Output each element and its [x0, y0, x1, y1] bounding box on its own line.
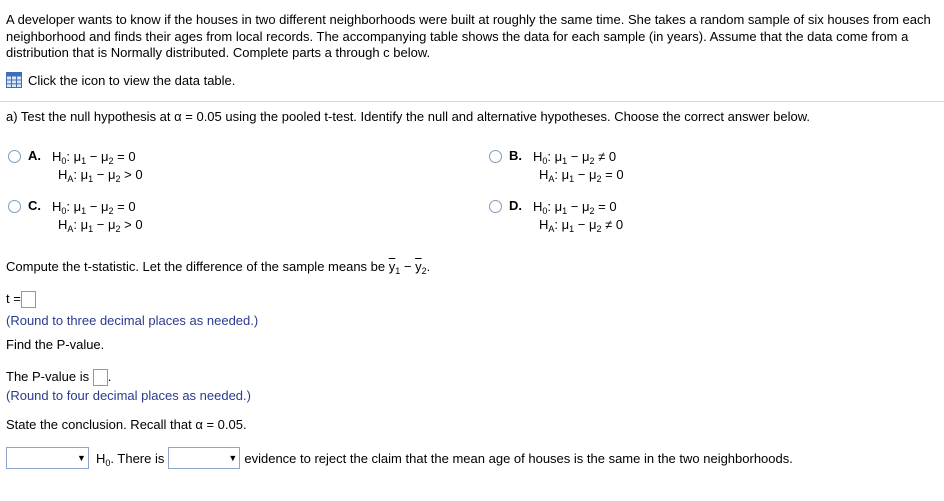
option-d[interactable]: [489, 198, 623, 234]
option-letter: A.: [28, 148, 41, 163]
option-letter: B.: [509, 148, 522, 163]
reject-decision-dropdown[interactable]: [6, 447, 89, 469]
chevron-down-icon[interactable]: ▼: [228, 453, 238, 463]
problem-intro: [6, 12, 936, 62]
conclusion-tail: evidence to reject the claim that the mean age of houses is the same in the two neighborhoods.: [244, 450, 793, 466]
evidence-dropdown[interactable]: [168, 447, 240, 469]
pvalue-round-note: (Round to four decimal places as needed.): [6, 388, 251, 403]
option-c[interactable]: [8, 198, 143, 234]
data-table-link[interactable]: [6, 72, 235, 88]
data-table-icon[interactable]: [6, 72, 22, 88]
tstat-prompt: Compute the t-statistic. Let the difference of the sample means be $\overline{y}_1 - \overline{y}_2$.: [6, 259, 431, 276]
divider: [0, 101, 944, 102]
option-a[interactable]: [8, 148, 143, 184]
option-letter: D.: [509, 198, 522, 213]
option-c-hypotheses: $H_0$: $\mu_1 - \mu_2 = 0$ $H_A$: $\mu_1 - \mu_2 > 0$: [52, 199, 143, 234]
tstat-input[interactable]: [21, 291, 36, 308]
tstat-label: t =: [6, 291, 21, 306]
option-b-radio[interactable]: [489, 150, 502, 163]
chevron-down-icon[interactable]: ▼: [77, 453, 86, 463]
option-c-radio[interactable]: [8, 200, 21, 213]
option-b-hypotheses: $H_0$: $\mu_1 - \mu_2 \ne 0$ $H_A$: $\mu_1 - \mu_2 = 0$: [533, 149, 624, 184]
pvalue-input[interactable]: [93, 369, 108, 386]
option-d-hypotheses: $H_0$: $\mu_1 - \mu_2 = 0$ $H_A$: $\mu_1 - \mu_2 \ne 0$: [533, 199, 624, 234]
pvalue-label: The P-value is: [6, 369, 90, 384]
data-table-link-text[interactable]: Click the icon to view the data table.: [28, 72, 236, 88]
option-a-radio[interactable]: [8, 150, 21, 163]
conclusion-prompt: State the conclusion. Recall that α = 0.05.: [6, 417, 247, 432]
tstat-round-note: (Round to three decimal places as needed.): [6, 313, 259, 328]
pvalue-prompt: Find the P-value.: [6, 337, 105, 352]
conclusion-row: [6, 447, 793, 469]
option-letter: C.: [28, 198, 41, 213]
option-d-radio[interactable]: [489, 200, 502, 213]
intro-line-3: distribution that is Normally distributed. Complete parts a through c below.: [6, 45, 431, 60]
part-a-prompt: a) Test the null hypothesis at α = 0.05 using the pooled t-test. Identify the null and alternative hypotheses. Choose the correct answer below.: [6, 109, 811, 124]
intro-line-1: A developer wants to know if the houses in two different neighborhoods were built at roughly the same time. She takes a random sample of six houses from each: [6, 12, 931, 27]
intro-line-2: neighborhood and finds their ages from local records. The accompanying table shows the data for each sample (in years). Assume that the data come from a: [6, 28, 909, 44]
option-b[interactable]: [489, 148, 624, 184]
conclusion-h0: $H_0$. There is: [96, 450, 165, 468]
option-a-hypotheses: $H_0$: $\mu_1 - \mu_2 = 0$ $H_A$: $\mu_1 - \mu_2 > 0$: [52, 149, 143, 184]
pvalue-answer-row: The P-value is .: [6, 369, 112, 384]
tstat-answer-row: [6, 291, 36, 308]
